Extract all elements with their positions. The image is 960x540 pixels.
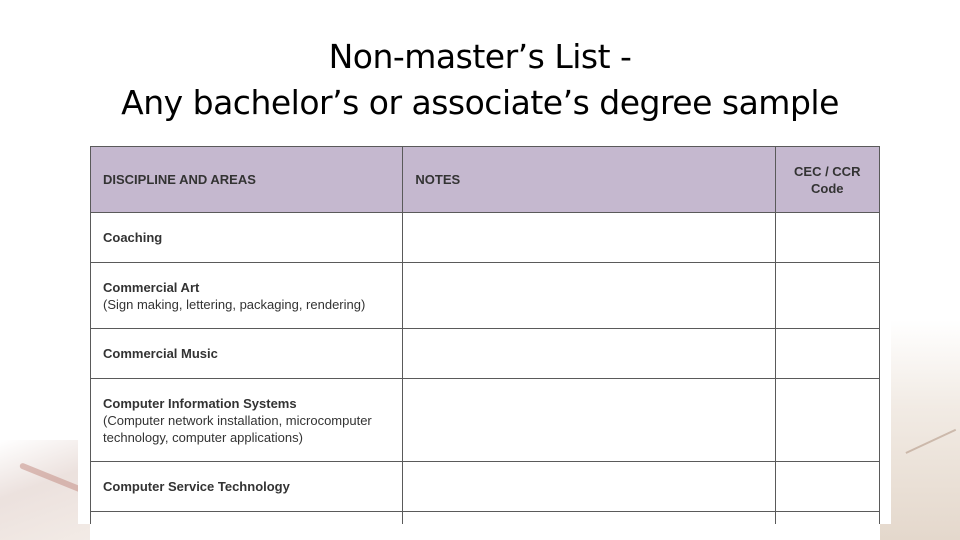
notes-cell [403,213,775,263]
discipline-detail: (Sign making, lettering, packaging, rendering) [103,296,366,312]
code-cell [775,512,880,525]
discipline-cell [91,329,403,379]
code-cell [775,329,880,379]
decorative-book-right [880,320,960,540]
code-cell [775,379,880,462]
slide-title [0,34,960,126]
discipline-detail: (Computer network installation, microcomputer technology, computer applications) [103,412,372,445]
slide-title-line-1: Non-master’s List - [328,37,632,76]
table-row [91,263,880,329]
table-row [91,213,880,263]
header-discipline: DISCIPLINE AND AREAS [91,147,403,213]
header-notes: NOTES [403,147,775,213]
discipline-name: Computer Service Technology [103,479,290,494]
code-cell [775,213,880,263]
notes-cell [403,512,775,525]
table-row [91,329,880,379]
discipline-table [90,146,880,524]
notes-cell [403,462,775,512]
discipline-name: Commercial Music [103,346,218,361]
header-code: CEC / CCR Code [775,147,880,213]
discipline-cell [91,379,403,462]
table-row [91,462,880,512]
slide-title-line-2: Any bachelor’s or associate’s degree sample [121,83,839,122]
discipline-name: Coaching [103,230,163,245]
code-cell [775,462,880,512]
discipline-cell [91,213,403,263]
discipline-cell [91,462,403,512]
discipline-cell [91,512,403,525]
discipline-name: Commercial Art [103,279,200,295]
table-row [91,379,880,462]
table-screenshot [78,132,891,524]
notes-cell [403,379,775,462]
notes-cell [403,263,775,329]
notes-cell [403,329,775,379]
discipline-cell [91,263,403,329]
table-header-row [91,147,880,213]
discipline-name: Computer Information Systems [103,395,297,411]
table-row [91,512,880,525]
code-cell [775,263,880,329]
